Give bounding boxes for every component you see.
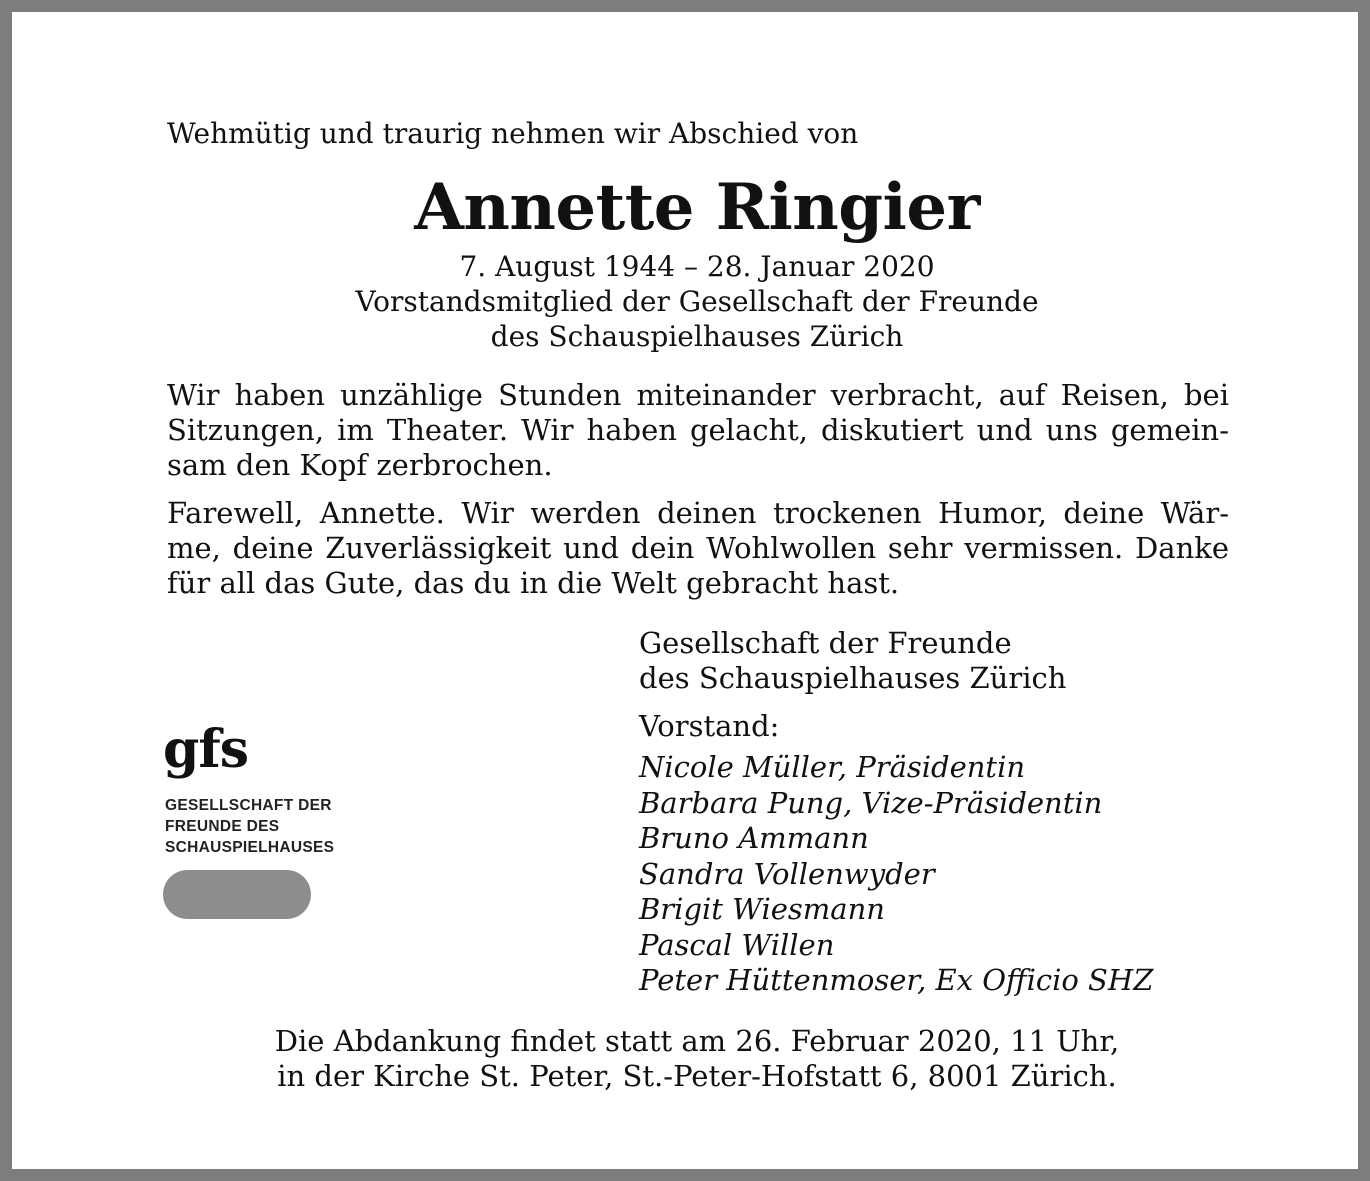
board-member: Peter Hüttenmoser, Ex Officio SHZ <box>639 963 1154 997</box>
signature-organization <box>639 626 1066 696</box>
intro-text: Wehmütig und traurig nehmen wir Abschied von <box>167 117 859 150</box>
board-member: Nicole Müller, Präsidentin <box>639 750 1026 784</box>
logo-mark: gfs <box>163 719 249 780</box>
signature-org-line-1: Gesellschaft der Freunde <box>639 626 1012 660</box>
board-member: Brigit Wiesmann <box>639 892 885 926</box>
logo-text-line: FREUNDE DES <box>165 818 280 835</box>
role-line-1: Vorstandsmitglied der Gesellschaft der Freunde <box>355 285 1039 318</box>
board-label: Vorstand: <box>639 709 780 743</box>
board-member: Barbara Pung, Vize-Präsidentin <box>639 785 1103 820</box>
logo-pill-shape <box>163 870 311 919</box>
paragraph-line: Sitzungen, im Theater. Wir haben gelacht, diskutiert und uns gemein- <box>167 413 1229 447</box>
paragraph-line: me, deine Zuverlässigkeit und dein Wohlwollen sehr vermissen. Danke <box>167 531 1229 565</box>
paragraph-line: sam den Kopf zerbrochen. <box>167 448 553 482</box>
paragraph-line: Farewell, Annette. Wir werden deinen trockenen Humor, deine Wär- <box>167 496 1229 530</box>
logo-text <box>165 795 334 858</box>
logo-text-line: SCHAUSPIELHAUSES <box>165 839 335 856</box>
board-member: Pascal Willen <box>639 927 835 962</box>
life-dates: 7. August 1944 – 28. Januar 2020 <box>459 250 935 283</box>
gfs-logo <box>163 719 363 924</box>
tribute-paragraph-1 <box>167 378 1229 483</box>
role-line-2: des Schauspielhauses Zürich <box>490 320 904 353</box>
board-member: Sandra Vollenwyder <box>639 856 935 891</box>
paragraph-line: für all das Gute, das du in die Welt gebracht hast. <box>167 566 900 600</box>
board-member: Bruno Ammann <box>639 821 869 855</box>
service-info-line-2: in der Kirche St. Peter, St.-Peter-Hofstatt 6, 8001 Zürich. <box>277 1059 1117 1093</box>
tribute-paragraph-2 <box>167 496 1229 601</box>
logo-text-line: GESELLSCHAFT DER <box>165 797 332 814</box>
service-info-line-1: Die Abdankung findet statt am 26. Februar 2020, 11 Uhr, <box>274 1024 1120 1058</box>
paragraph-line: Wir haben unzählige Stunden miteinander verbracht, auf Reisen, bei <box>167 378 1229 412</box>
deceased-name: Annette Ringier <box>414 170 980 245</box>
signature-org-line-2: des Schauspielhauses Zürich <box>639 661 1067 695</box>
board-member-list <box>639 750 1153 999</box>
